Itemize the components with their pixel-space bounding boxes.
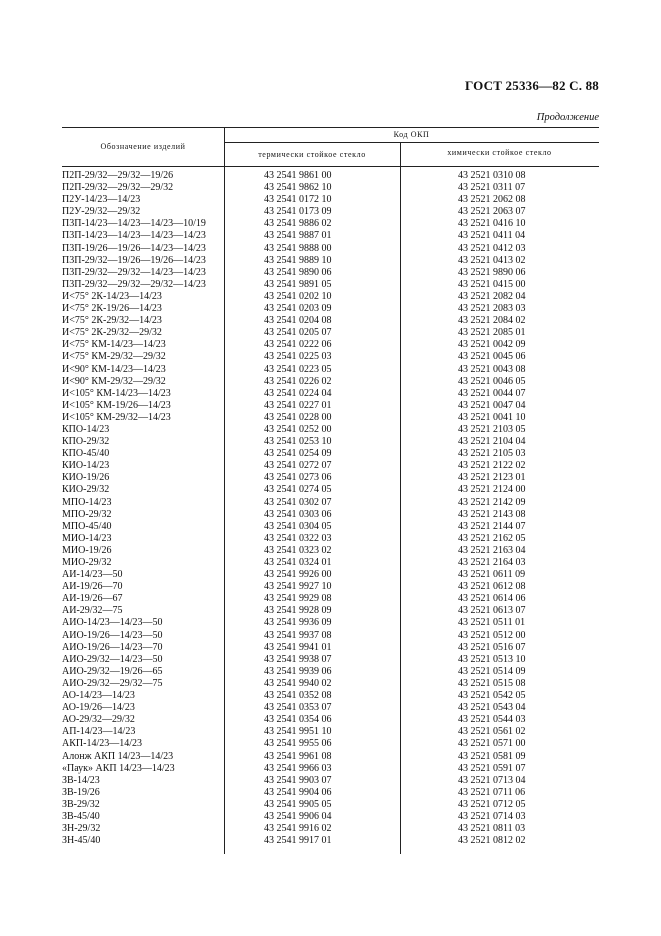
okp-code-chemical: 43 2521 2062 08 (458, 194, 526, 206)
okp-code-chemical: 43 2521 0544 03 (458, 714, 526, 726)
item-designation: ЗВ-29/32 (62, 798, 100, 810)
okp-code-thermal: 43 2541 9941 01 (264, 641, 332, 653)
column-header-designation: Обозначение изделий (100, 142, 186, 151)
table-row (0, 243, 661, 255)
okp-code-thermal: 43 2541 0173 09 (264, 206, 332, 218)
okp-code-thermal: 43 2541 0302 07 (264, 496, 332, 508)
okp-code-thermal: 43 2541 9916 02 (264, 823, 332, 835)
table-row (0, 255, 661, 267)
table-row (0, 497, 661, 509)
okp-code-chemical: 43 2521 0045 06 (458, 351, 526, 363)
okp-code-chemical: 43 2521 9890 06 (458, 266, 526, 278)
table-row (0, 218, 661, 230)
okp-code-thermal: 43 2541 0324 01 (264, 557, 332, 568)
okp-code-thermal: 43 2541 9906 04 (264, 810, 332, 822)
okp-code-chemical: 43 2521 0712 05 (458, 798, 526, 810)
okp-code-thermal: 43 2541 0226 02 (264, 375, 332, 387)
table-row (0, 823, 661, 835)
okp-code-chemical: 43 2521 0310 08 (458, 170, 526, 181)
okp-code-chemical: 43 2521 0713 04 (458, 774, 526, 786)
okp-code-chemical: 43 2521 0571 00 (458, 738, 526, 750)
table-row (0, 581, 661, 593)
table-row (0, 654, 661, 666)
table-row (0, 170, 661, 182)
continuation-label: Продолжение (536, 112, 599, 123)
item-designation: И<90° КМ-14/23—14/23 (62, 363, 166, 375)
item-designation: КИО-19/26 (62, 472, 110, 484)
okp-code-thermal: 43 2541 0252 00 (264, 423, 332, 435)
table-header-bottom-rule (62, 166, 599, 167)
table-row (0, 376, 661, 388)
okp-code-thermal: 43 2541 0254 09 (264, 448, 332, 460)
item-designation: П3П-29/32—29/32—14/23—14/23 (62, 266, 206, 278)
okp-code-thermal: 43 2541 0354 06 (264, 714, 332, 726)
table-row (0, 617, 661, 629)
table-row (0, 364, 661, 376)
table-row (0, 484, 661, 496)
okp-code-chemical: 43 2521 0047 04 (458, 399, 526, 411)
okp-code-thermal: 43 2541 9938 07 (264, 653, 332, 665)
okp-code-chemical: 43 2521 2084 02 (458, 315, 526, 327)
okp-code-thermal: 43 2541 9862 10 (264, 182, 332, 194)
okp-code-thermal: 43 2541 9886 02 (264, 218, 332, 230)
item-designation: П2У-14/23—14/23 (62, 194, 141, 206)
okp-code-thermal: 43 2541 0172 10 (264, 194, 332, 206)
okp-code-thermal: 43 2541 0223 05 (264, 363, 332, 375)
item-designation: И<75° КМ-29/32—29/32 (62, 351, 166, 363)
table-row (0, 194, 661, 206)
okp-code-chemical: 43 2521 0416 10 (458, 218, 526, 230)
okp-code-thermal: 43 2541 9936 09 (264, 617, 332, 629)
okp-code-thermal: 43 2541 9861 00 (264, 170, 332, 181)
table-row (0, 702, 661, 714)
item-designation: АИ-19/26—70 (62, 581, 123, 593)
okp-code-thermal: 43 2541 0228 00 (264, 411, 332, 423)
okp-code-thermal: 43 2541 0253 10 (264, 436, 332, 448)
item-designation: П2П-29/32—29/32—29/32 (62, 182, 174, 194)
table-row (0, 267, 661, 279)
okp-code-chemical: 43 2521 0044 07 (458, 387, 526, 399)
okp-code-chemical: 43 2521 0516 07 (458, 641, 526, 653)
item-designation: КПО-45/40 (62, 448, 110, 460)
item-designation: МИО-14/23 (62, 532, 112, 544)
okp-code-thermal: 43 2541 9905 05 (264, 798, 332, 810)
item-designation: ЗН-45/40 (62, 835, 101, 847)
table-row (0, 521, 661, 533)
table-body (0, 170, 661, 847)
okp-code-chemical: 43 2521 2122 02 (458, 460, 526, 472)
table-row (0, 327, 661, 339)
table-row (0, 642, 661, 654)
item-designation: АИО-29/32—19/26—65 (62, 665, 163, 677)
table-row (0, 230, 661, 242)
okp-code-chemical: 43 2521 2164 03 (458, 557, 526, 568)
item-designation: АИ-19/26—67 (62, 593, 123, 605)
table-row (0, 351, 661, 363)
item-designation: ЗВ-19/26 (62, 786, 100, 798)
okp-code-chemical: 43 2521 0511 01 (458, 617, 526, 629)
okp-code-thermal: 43 2541 9888 00 (264, 242, 332, 254)
okp-code-thermal: 43 2541 9926 00 (264, 569, 332, 581)
okp-code-chemical: 43 2521 2083 03 (458, 303, 526, 315)
table-row (0, 279, 661, 291)
item-designation: АИ-29/32—75 (62, 605, 123, 617)
item-designation: ЗВ-45/40 (62, 810, 100, 822)
item-designation: И<105° КМ-29/32—14/23 (62, 411, 171, 423)
item-designation: «Паук» АКП 14/23—14/23 (62, 762, 175, 774)
item-designation: КИО-14/23 (62, 460, 110, 472)
item-designation: МИО-19/26 (62, 544, 112, 556)
table-row (0, 460, 661, 472)
table-top-rule (62, 127, 599, 128)
item-designation: АО-19/26—14/23 (62, 702, 135, 714)
table-row (0, 424, 661, 436)
okp-code-thermal: 43 2541 0222 06 (264, 339, 332, 351)
group-header-rule (224, 142, 599, 143)
table-row (0, 557, 661, 569)
table-row (0, 569, 661, 581)
item-designation: АП-14/23—14/23 (62, 726, 136, 738)
table-row (0, 775, 661, 787)
okp-code-chemical: 43 2521 2085 01 (458, 327, 526, 339)
item-designation: КИО-29/32 (62, 484, 110, 496)
item-designation: АИО-19/26—14/23—50 (62, 629, 163, 641)
okp-code-thermal: 43 2541 0202 10 (264, 290, 332, 302)
okp-code-thermal: 43 2541 9903 07 (264, 774, 332, 786)
okp-code-chemical: 43 2521 0411 04 (458, 230, 526, 242)
okp-code-chemical: 43 2521 2082 04 (458, 290, 526, 302)
item-designation: П3П-14/23—14/23—14/23—10/19 (62, 218, 206, 230)
column-group-header-okp: Код ОКП (393, 130, 430, 139)
okp-code-chemical: 43 2521 0543 04 (458, 702, 526, 714)
table-row (0, 436, 661, 448)
okp-code-chemical: 43 2521 0311 07 (458, 182, 526, 194)
item-designation: АО-29/32—29/32 (62, 714, 135, 726)
item-designation: АИО-29/32—29/32—75 (62, 677, 163, 689)
okp-code-chemical: 43 2521 0042 09 (458, 339, 526, 351)
okp-code-chemical: 43 2521 2105 03 (458, 448, 526, 460)
column-header-chemical: химически стойкое стекло (447, 148, 552, 157)
table-row (0, 182, 661, 194)
okp-code-chemical: 43 2521 0613 07 (458, 605, 526, 617)
table-row (0, 738, 661, 750)
table-row (0, 412, 661, 424)
okp-code-chemical: 43 2521 2144 07 (458, 520, 526, 532)
table-row (0, 291, 661, 303)
item-designation: П3П-29/32—19/26—19/26—14/23 (62, 254, 206, 266)
okp-code-thermal: 43 2541 9951 10 (264, 726, 332, 738)
table-row (0, 787, 661, 799)
okp-code-chemical: 43 2521 0412 03 (458, 242, 526, 254)
okp-code-thermal: 43 2541 9917 01 (264, 835, 332, 847)
okp-code-thermal: 43 2541 9961 08 (264, 750, 332, 762)
okp-code-thermal: 43 2541 9940 02 (264, 677, 332, 689)
okp-code-thermal: 43 2541 0272 07 (264, 460, 332, 472)
okp-code-thermal: 43 2541 9929 08 (264, 593, 332, 605)
okp-code-chemical: 43 2521 0512 00 (458, 629, 526, 641)
table-row (0, 690, 661, 702)
okp-code-chemical: 43 2521 0812 02 (458, 835, 526, 847)
okp-code-thermal: 43 2541 0353 07 (264, 702, 332, 714)
okp-code-chemical: 43 2521 0811 03 (458, 823, 526, 835)
table-row (0, 714, 661, 726)
table-row (0, 799, 661, 811)
okp-code-chemical: 43 2521 2143 08 (458, 508, 526, 520)
item-designation: И<75° КМ-14/23—14/23 (62, 339, 166, 351)
okp-code-thermal: 43 2541 0224 04 (264, 387, 332, 399)
item-designation: МИО-29/32 (62, 557, 112, 568)
table-row (0, 509, 661, 521)
item-designation: АО-14/23—14/23 (62, 690, 135, 702)
item-designation: П3П-14/23—14/23—14/23—14/23 (62, 230, 206, 242)
okp-code-thermal: 43 2541 9890 06 (264, 266, 332, 278)
okp-code-chemical: 43 2521 2104 04 (458, 436, 526, 448)
okp-code-thermal: 43 2541 9927 10 (264, 581, 332, 593)
okp-code-thermal: 43 2541 0274 05 (264, 484, 332, 496)
table-row (0, 206, 661, 218)
item-designation: И<105° КМ-19/26—14/23 (62, 399, 171, 411)
table-row (0, 605, 661, 617)
okp-code-thermal: 43 2541 0227 01 (264, 399, 332, 411)
okp-code-thermal: 43 2541 0203 09 (264, 303, 332, 315)
item-designation: АИО-14/23—14/23—50 (62, 617, 163, 629)
okp-code-chemical: 43 2521 0612 08 (458, 581, 526, 593)
table-row (0, 339, 661, 351)
item-designation: МПО-45/40 (62, 520, 112, 532)
item-designation: ЗН-29/32 (62, 823, 101, 835)
okp-code-chemical: 43 2521 0514 09 (458, 665, 526, 677)
item-designation: И<75° 2К-19/26—14/23 (62, 303, 162, 315)
okp-code-chemical: 43 2521 0415 00 (458, 278, 526, 290)
table-row (0, 751, 661, 763)
okp-code-thermal: 43 2541 9928 09 (264, 605, 332, 617)
table-row (0, 666, 661, 678)
okp-code-chemical: 43 2521 2162 05 (458, 532, 526, 544)
okp-code-chemical: 43 2521 0714 03 (458, 810, 526, 822)
table-row (0, 533, 661, 545)
item-designation: П2П-29/32—29/32—19/26 (62, 170, 174, 181)
column-header-thermal: термически стойкое стекло (258, 150, 366, 159)
table-row (0, 388, 661, 400)
okp-code-thermal: 43 2541 0204 08 (264, 315, 332, 327)
okp-code-chemical: 43 2521 0413 02 (458, 254, 526, 266)
okp-code-chemical: 43 2521 2123 01 (458, 472, 526, 484)
table-row (0, 726, 661, 738)
okp-code-thermal: 43 2541 9966 03 (264, 762, 332, 774)
item-designation: П3П-19/26—19/26—14/23—14/23 (62, 242, 206, 254)
okp-code-thermal: 43 2541 0304 05 (264, 520, 332, 532)
item-designation: П2У-29/32—29/32 (62, 206, 141, 218)
okp-code-chemical: 43 2521 0611 09 (458, 569, 526, 581)
okp-code-chemical: 43 2521 0515 08 (458, 677, 526, 689)
item-designation: И<75° 2К-14/23—14/23 (62, 290, 162, 302)
okp-code-chemical: 43 2521 0041 10 (458, 411, 526, 423)
okp-code-thermal: 43 2541 9889 10 (264, 254, 332, 266)
okp-code-chemical: 43 2521 0046 05 (458, 375, 526, 387)
okp-code-thermal: 43 2541 9891 05 (264, 278, 332, 290)
page-header-title: ГОСТ 25336—82 С. 88 (465, 78, 599, 93)
okp-code-chemical: 43 2521 0591 07 (458, 762, 526, 774)
table-row (0, 593, 661, 605)
okp-code-chemical: 43 2521 0581 09 (458, 750, 526, 762)
okp-code-chemical: 43 2521 2124 00 (458, 484, 526, 496)
item-designation: П3П-29/32—29/32—29/32—14/23 (62, 278, 206, 290)
table-row (0, 400, 661, 412)
okp-code-thermal: 43 2541 0352 08 (264, 690, 332, 702)
okp-code-chemical: 43 2521 0561 02 (458, 726, 526, 738)
item-designation: И<90° КМ-29/32—29/32 (62, 375, 166, 387)
okp-code-chemical: 43 2521 2103 05 (458, 423, 526, 435)
okp-code-thermal: 43 2541 9904 06 (264, 786, 332, 798)
table-row (0, 630, 661, 642)
item-designation: ЗВ-14/23 (62, 774, 100, 786)
item-designation: КПО-29/32 (62, 436, 110, 448)
okp-code-thermal: 43 2541 0323 02 (264, 544, 332, 556)
item-designation: АКП-14/23—14/23 (62, 738, 142, 750)
item-designation: МПО-29/32 (62, 508, 112, 520)
table-row (0, 472, 661, 484)
item-designation: КПО-14/23 (62, 423, 110, 435)
table-row (0, 835, 661, 847)
okp-code-chemical: 43 2521 0043 08 (458, 363, 526, 375)
okp-code-chemical: 43 2521 0542 05 (458, 690, 526, 702)
okp-code-thermal: 43 2541 9955 06 (264, 738, 332, 750)
item-designation: АИО-29/32—14/23—50 (62, 653, 163, 665)
okp-code-thermal: 43 2541 9939 06 (264, 665, 332, 677)
table-row (0, 315, 661, 327)
item-designation: АИО-19/26—14/23—70 (62, 641, 163, 653)
okp-code-chemical: 43 2521 0614 06 (458, 593, 526, 605)
okp-code-thermal: 43 2541 9887 01 (264, 230, 332, 242)
okp-code-chemical: 43 2521 0513 10 (458, 653, 526, 665)
okp-code-thermal: 43 2541 0322 03 (264, 532, 332, 544)
okp-code-chemical: 43 2521 2142 09 (458, 496, 526, 508)
table-row (0, 448, 661, 460)
table-row (0, 763, 661, 775)
item-designation: Алонж АКП 14/23—14/23 (62, 750, 174, 762)
item-designation: И<105° КМ-14/23—14/23 (62, 387, 171, 399)
okp-code-chemical: 43 2521 0711 06 (458, 786, 526, 798)
item-designation: И<75° 2К-29/32—14/23 (62, 315, 162, 327)
item-designation: АИ-14/23—50 (62, 569, 123, 581)
okp-code-thermal: 43 2541 0205 07 (264, 327, 332, 339)
table-row (0, 303, 661, 315)
okp-code-thermal: 43 2541 0273 06 (264, 472, 332, 484)
table-row (0, 811, 661, 823)
item-designation: МПО-14/23 (62, 496, 112, 508)
item-designation: И<75° 2К-29/32—29/32 (62, 327, 162, 339)
okp-code-chemical: 43 2521 2163 04 (458, 544, 526, 556)
table-row (0, 545, 661, 557)
table-row (0, 678, 661, 690)
okp-code-thermal: 43 2541 0303 06 (264, 508, 332, 520)
okp-code-thermal: 43 2541 9937 08 (264, 629, 332, 641)
okp-code-chemical: 43 2521 2063 07 (458, 206, 526, 218)
okp-code-thermal: 43 2541 0225 03 (264, 351, 332, 363)
